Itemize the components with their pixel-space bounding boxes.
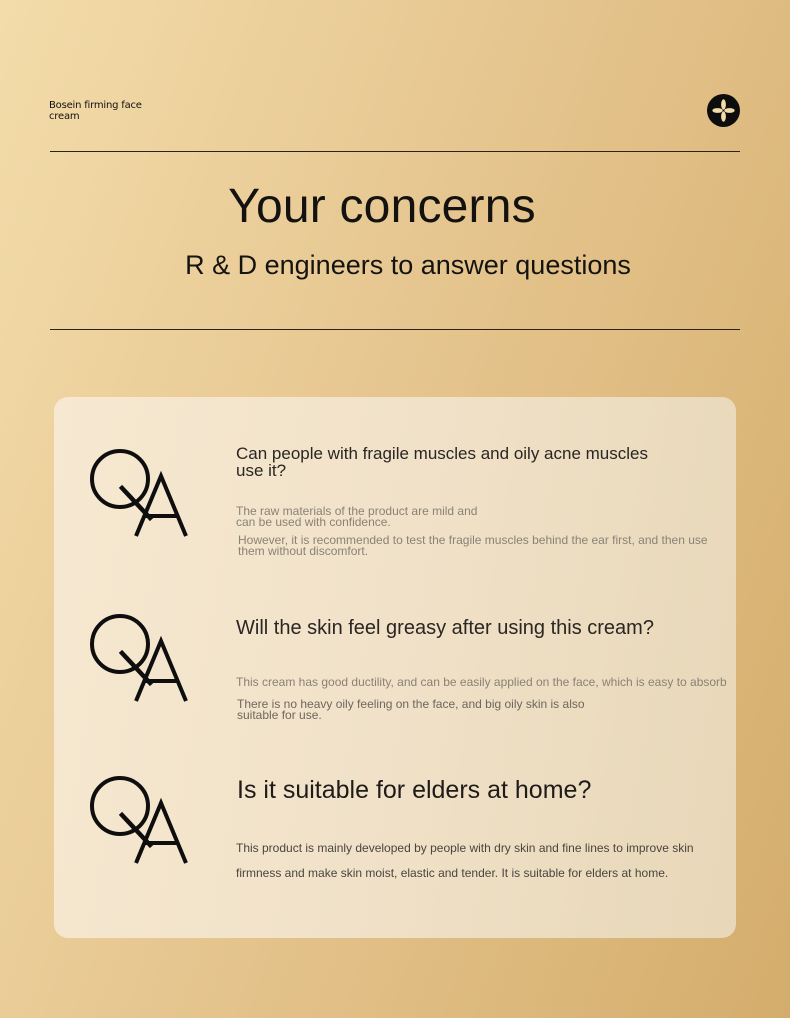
- qa-monogram-icon: [88, 446, 192, 538]
- question-1-title: Can people with fragile muscles and oily acne muscles use it?: [236, 444, 648, 480]
- header-divider: [50, 151, 740, 152]
- section-divider: [50, 329, 740, 330]
- four-petal-flower-icon: [707, 94, 740, 127]
- answer-2-line-1: This cream has good ductility, and can be easily applied on the face, which is easy to absorb: [236, 675, 727, 689]
- brand-name: Bosein firming face cream: [49, 100, 142, 122]
- answer-1-line-1: The raw materials of the product are mild and can be used with confidence.: [236, 504, 478, 529]
- qa-monogram-icon: [88, 773, 192, 865]
- qa-monogram-icon: [88, 611, 192, 703]
- page-title: Your concerns: [228, 180, 536, 233]
- question-2-title: Will the skin feel greasy after using this cream?: [236, 617, 654, 639]
- answer-3-text: This product is mainly developed by people with dry skin and fine lines to improve skin firmness and make skin moist, elastic and tender. It is suitable for elders at home.: [236, 841, 694, 880]
- question-3-title: Is it suitable for elders at home?: [237, 776, 592, 804]
- answer-1-line-2: However, it is recommended to test the fragile muscles behind the ear first, and then use them without discomfort.: [238, 533, 708, 558]
- page-subtitle: R & D engineers to answer questions: [185, 250, 631, 280]
- answer-2-line-2: There is no heavy oily feeling on the face, and big oily skin is also suitable for use.: [237, 697, 585, 722]
